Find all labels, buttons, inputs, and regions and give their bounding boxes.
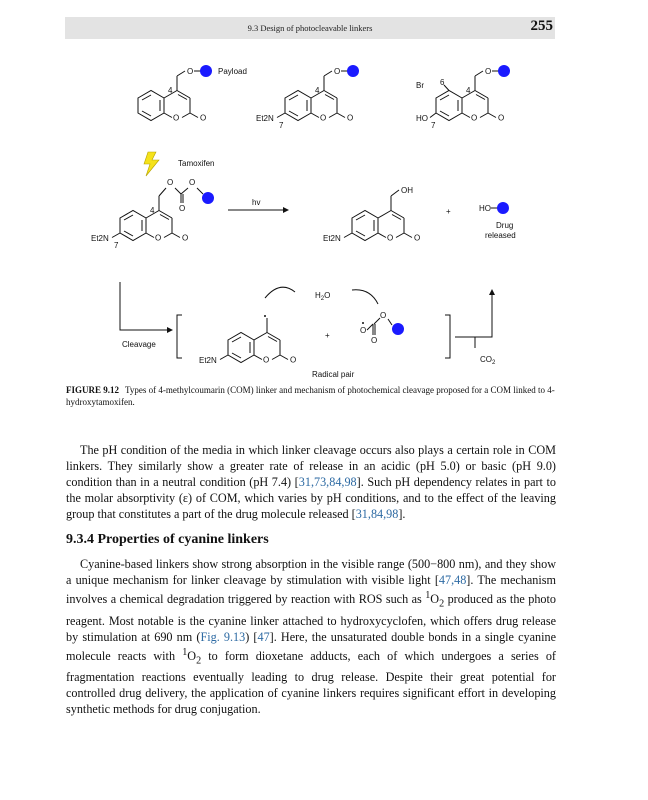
page-number: 255 xyxy=(530,18,553,34)
position-label-4: 4 xyxy=(315,86,320,95)
oxygen-label: O xyxy=(167,178,174,187)
superscript: 1 xyxy=(425,590,431,601)
lightning-icon xyxy=(144,152,159,176)
page-header xyxy=(65,17,555,39)
drug-released-label: Drug xyxy=(496,221,514,230)
left-bracket xyxy=(177,315,182,358)
bromo-label: Br xyxy=(416,81,424,90)
text-run: Cyanine-based linkers show strong absorption in the visible range (500−800 nm), and they show a unique mechanism for linker cleavage by stimulation with visible light [ xyxy=(66,557,556,587)
position-label-7: 7 xyxy=(114,241,119,250)
paragraph-cyanine-linkers xyxy=(66,556,556,717)
running-title: 9.3 Design of photocleavable linkers xyxy=(247,23,373,33)
payload-circle xyxy=(498,65,510,77)
position-label-6: 6 xyxy=(440,78,445,87)
drug-circle xyxy=(497,202,509,214)
section-heading: 9.3.4 Properties of cyanine linkers xyxy=(66,532,269,547)
text-run: ]. xyxy=(398,507,406,521)
oxygen-label: O xyxy=(189,178,196,187)
radical-pair-label: Radical pair xyxy=(312,370,355,379)
coumarin-scheme: O O 4 O Payload 4 Et2N 7 O 4 Br 6 HO 7 O Tamoxifen 4 Et2N 7 O O O hv Et2N OH + HO Drug released Cleavage Et2N $H_2O$ + O O O Radical pair $CO_2$ xyxy=(91,55,516,379)
et2n-label: Et2N xyxy=(323,234,341,243)
text-run: ]. Here, the unsaturated double bonds in a single cyanine molecule reacts with xyxy=(66,629,556,663)
payload-circle xyxy=(200,65,212,77)
payload-circle xyxy=(202,192,214,204)
payload-circle xyxy=(347,65,359,77)
subscript: 2 xyxy=(196,655,202,666)
oxygen-label: O xyxy=(187,67,194,76)
position-label-7: 7 xyxy=(279,121,284,130)
drug-released-label-2: released xyxy=(485,231,516,240)
text-run: produced as the photo reagent. Most notable is the cyanine linker attached to hydroxycyclofen, which offers drug release by stimulation at 690 nm ( xyxy=(66,592,557,644)
co2-arrow xyxy=(455,290,492,337)
text-run: ]. The mechanism involves a chemical degradation triggered by reaction with ROS such as xyxy=(66,573,556,607)
figure-link[interactable]: Fig. 9.13 xyxy=(200,629,246,644)
coumarin-structure-2 xyxy=(256,65,359,130)
curved-arrow-right xyxy=(352,290,378,304)
hydroxy-label: HO xyxy=(479,204,491,213)
text-run: ]. Such pH dependency relates in part to the molar absorptivity (ε) of COM, which varies by pH conditions, and to the effect of the leaving group that constitutes a part of the drug molecule released [ xyxy=(66,475,556,521)
oxygen-label: O xyxy=(380,311,387,320)
position-label-4: 4 xyxy=(168,86,173,95)
oxygen-label: O xyxy=(334,67,341,76)
cleavage-arrow xyxy=(120,282,172,330)
paragraph-ph-condition xyxy=(66,442,556,522)
superscript: 1 xyxy=(182,646,188,658)
coumarin-alcohol-product xyxy=(323,186,420,243)
oxygen-label: O xyxy=(179,204,186,213)
payload-label: Payload xyxy=(218,67,247,76)
coumarin-radical xyxy=(199,315,296,365)
et2n-label: Et2N xyxy=(199,356,217,365)
position-label-4: 4 xyxy=(150,206,155,215)
citation-link[interactable]: 31,73,84,98 xyxy=(298,475,357,489)
subscript: 2 xyxy=(439,598,445,610)
citation-link[interactable]: 47,48 xyxy=(438,573,467,587)
coumarin-structure-1 xyxy=(138,65,247,123)
caption-text: Types of 4-methylcoumarin (COM) linker and mechanism of photochemical cleavage proposed for a COM linked to 4-hydroxytamoxifen. xyxy=(66,385,555,407)
figure-9-12 xyxy=(60,40,560,382)
plus-sign: + xyxy=(446,207,451,216)
et2n-label: Et2N xyxy=(256,114,274,123)
position-label-4: 4 xyxy=(466,86,471,95)
position-label-7: 7 xyxy=(431,121,436,130)
oxygen-label: O xyxy=(485,67,492,76)
coumarin-tamoxifen-conjugate xyxy=(91,178,214,250)
plus-sign: + xyxy=(325,331,330,340)
text-run: O xyxy=(187,648,197,663)
hydroxyl-label: OH xyxy=(401,186,413,195)
caption-label: FIGURE 9.12 xyxy=(66,385,120,395)
water-label: $H_2O$ xyxy=(315,291,331,302)
hv-label: hv xyxy=(252,198,261,207)
curved-arrow-left xyxy=(265,287,295,298)
co2-label: $CO_2$ xyxy=(480,355,496,366)
text-run: ) [ xyxy=(245,629,258,644)
et2n-label: Et2N xyxy=(91,234,109,243)
citation-link[interactable]: 47 xyxy=(257,629,270,644)
text-run: The pH condition of the media in which linker cleavage occurs also plays a certain role in COM linkers. They similarly show a greater rate of release in an acidic (pH 5.0) or basic (pH 9.0) condition than in a neutral condition (pH 7.4) [ xyxy=(66,443,556,489)
text-run: O xyxy=(430,592,440,607)
payload-circle xyxy=(392,323,404,335)
coumarin-structure-3 xyxy=(416,65,510,130)
hydroxy-label: HO xyxy=(416,114,428,123)
figure-caption xyxy=(66,384,556,408)
right-bracket xyxy=(445,315,450,358)
oxygen-label: O xyxy=(371,336,378,345)
text-run: to form dioxetane adducts, each of which undergoes a series of fragmentation reactions eventually leading to drug release. Despite their great potential for controlled drug delivery, the application of cyanine linkers requires significant effort in developing synthetic methods for drug conjugation. xyxy=(66,648,556,716)
citation-link[interactable]: 31,84,98 xyxy=(355,507,399,521)
carbonate-radical xyxy=(360,311,404,345)
tamoxifen-label: Tamoxifen xyxy=(178,159,215,168)
oxygen-label: O xyxy=(360,326,367,335)
cleavage-label: Cleavage xyxy=(122,340,156,349)
